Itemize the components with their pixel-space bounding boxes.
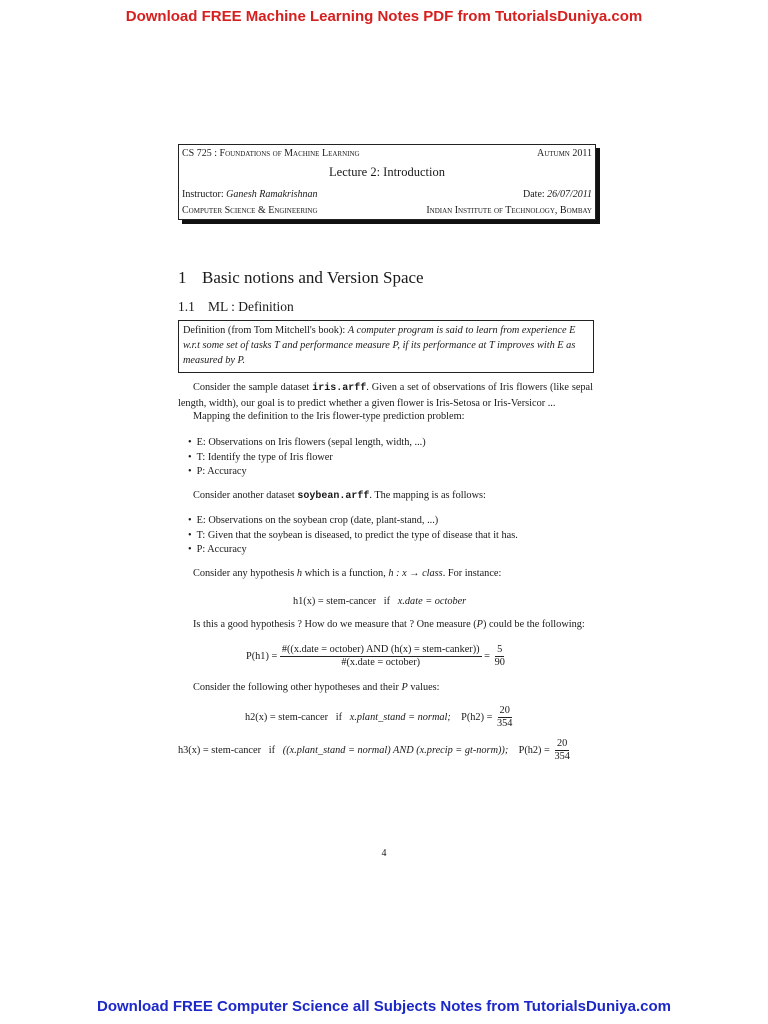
lecture-title: Lecture 2: Introduction bbox=[329, 165, 445, 179]
iris-bullet-list bbox=[188, 436, 426, 480]
section-heading: 1 Basic notions and Version Space bbox=[178, 268, 424, 287]
institute: Indian Institute of Technology, Bombay bbox=[426, 205, 592, 216]
list-item: • T: Given that the soybean is diseased, to predict the type of disease that it has. bbox=[188, 529, 518, 544]
iris-filename: iris.arff bbox=[312, 383, 367, 394]
fraction-value-h2: $\frac{20}{354}$ bbox=[496, 705, 513, 729]
bottom-download-banner[interactable]: Download FREE Computer Science all Subjects Notes from TutorialsDuniya.com bbox=[97, 998, 671, 1015]
definition-box bbox=[178, 320, 594, 373]
equation-h3: h3(x) = stem-cancer if ((x.plant_stand = normal) AND (x.precip = gt-norm)); P(h2) = $\frac{20}{354}$ bbox=[178, 738, 570, 762]
equation-p-h1: P(h1) = $\frac{\text{\#((x.date = october) AND (h(x) = stem-canker))}}{\text{\#(x.date = october)}}$ = $\frac{5}{90}$ bbox=[246, 644, 505, 668]
page-number: 4 bbox=[381, 848, 387, 859]
fraction-value-h3: $\frac{20}{354}$ bbox=[554, 738, 570, 762]
list-item: • P: Accuracy bbox=[188, 465, 426, 480]
hypothesis-paragraph: Consider any hypothesis h which is a function, h : x → class. For instance: bbox=[193, 568, 502, 579]
lecture-header-box bbox=[178, 144, 596, 220]
fraction-value-h1: $\frac{5}{90}$ bbox=[494, 644, 505, 668]
top-download-banner[interactable]: Download FREE Machine Learning Notes PDF from TutorialsDuniya.com bbox=[125, 8, 643, 25]
mapping-paragraph: Mapping the definition to the Iris flower-type prediction problem: bbox=[193, 411, 465, 422]
other-hypotheses-paragraph: Consider the following other hypotheses and their P values: bbox=[193, 682, 440, 693]
definition-body: A computer program is said to learn from experience E w.r.t some set of tasks T and performance measure P, if its performance at T improves with E as measured by P. bbox=[183, 325, 576, 366]
iris-paragraph: Consider the sample dataset iris.arff. Given a set of observations of Iris flowers (like sepal length, width), our goal is to predict whether a given flower is Iris-Setosa or Iris-Versicor ... bbox=[178, 382, 593, 409]
soybean-filename: soybean.arff bbox=[297, 491, 370, 502]
soybean-paragraph: Consider another dataset soybean.arff. The mapping is as follows: bbox=[193, 490, 486, 502]
department: Computer Science & Engineering bbox=[182, 205, 318, 216]
definition-lead: Definition (from Tom Mitchell's book): bbox=[183, 325, 346, 336]
list-item: • E: Observations on Iris flowers (sepal length, width, ...) bbox=[188, 436, 426, 451]
instructor-line: Instructor: Ganesh Ramakrishnan bbox=[182, 189, 318, 200]
date-value: 26/07/2011 bbox=[547, 189, 592, 200]
soybean-bullet-list bbox=[188, 514, 518, 558]
list-item: • P: Accuracy bbox=[188, 543, 518, 558]
list-item: • E: Observations on the soybean crop (date, plant-stand, ...) bbox=[188, 514, 518, 529]
measure-paragraph: Is this a good hypothesis ? How do we measure that ? One measure (P) could be the following: bbox=[193, 619, 585, 630]
equation-h1: h1(x) = stem-cancer if x.date = october bbox=[293, 596, 467, 607]
equation-h2: h2(x) = stem-cancer if x.plant_stand = normal; P(h2) = $\frac{20}{354}$ bbox=[245, 705, 513, 729]
date-line: Date: 26/07/2011 bbox=[523, 189, 592, 200]
fraction-p-h1: $\frac{\text{\#((x.date = october) AND (h(x) = stem-canker))}}{\text{\#(x.date = october)}}$ bbox=[281, 644, 480, 668]
course-title: CS 725 : Foundations of Machine Learning bbox=[182, 148, 360, 159]
subsection-heading: 1.1 ML : Definition bbox=[178, 299, 294, 314]
list-item: • T: Identify the type of Iris flower bbox=[188, 451, 426, 466]
term: Autumn 2011 bbox=[536, 148, 592, 159]
instructor-name: Ganesh Ramakrishnan bbox=[226, 189, 318, 200]
